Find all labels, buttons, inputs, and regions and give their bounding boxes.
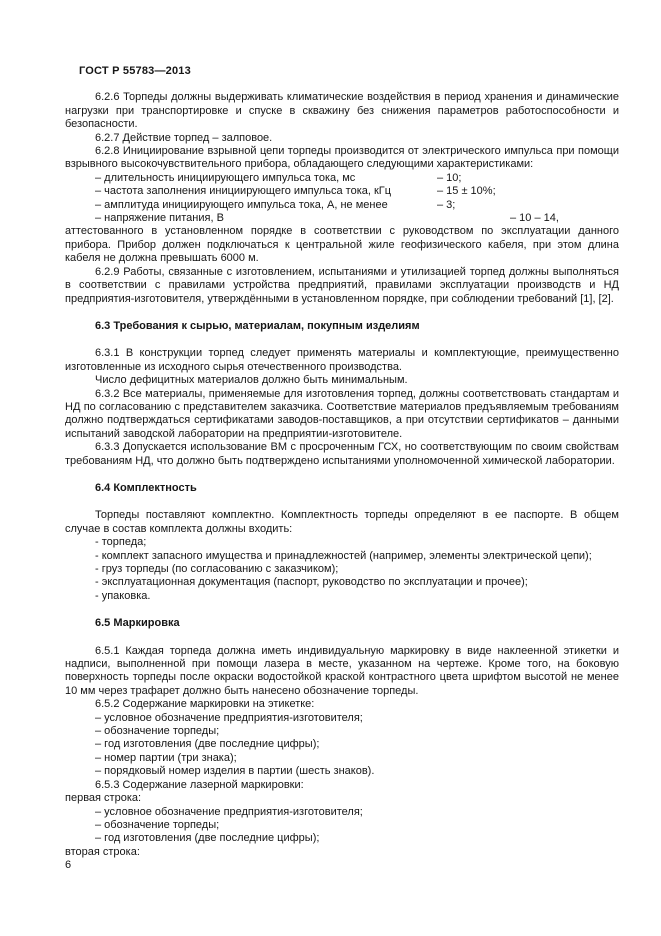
spec-value: – 3;	[437, 198, 456, 211]
spec-label: – амплитуда инициирующего импульса тока, А, не менее	[95, 198, 388, 211]
list-item: - груз торпеды (по согласованию с заказчиком);	[95, 563, 339, 575]
section-heading-6-4: 6.4 Комплектность	[95, 481, 197, 494]
paragraph-6-2-9: 6.2.9 Работы, связанные с изготовлением, испытаниями и утилизацией торпед должны выполняться в соответствии с правилами устройства предприятий, правилами эксплуатации производств и НД предприятия-изготовителя, утверждёнными в установленном порядке, при соблюдении требований [1], [2].	[65, 265, 619, 305]
list-item: – условное обозначение предприятия-изготовителя;	[95, 805, 363, 818]
paragraph-6-3-3: 6.3.3 Допускается использование ВМ с просроченным ГСХ, но соответствующим по своим свойствам требованиям НД, что должно быть подтверждено испытаниями уполномоченной химической лаборатории.	[65, 441, 619, 467]
spec-label: – напряжение питания, В	[95, 212, 224, 225]
list-item: – обозначение торпеды;	[95, 818, 220, 831]
paragraph-6-4-intro: Торпеды поставляют комплектно. Комплектность торпеды определяют в ее паспорте. В общем случае в состав комплекта должны входить:	[65, 509, 619, 535]
list-item: - комплект запасного имущества и принадлежностей (например, элементы электрической цепи);	[95, 549, 592, 562]
list-item: - эксплуатационная документация (паспорт, руководство по эксплуатации и прочее);	[95, 576, 528, 589]
running-title: ГОСТ Р 55783—2013	[79, 65, 191, 77]
paragraph-6-3-2: 6.3.2 Все материалы, применяемые для изготовления торпед, должны соответствовать стандартам и НД по согласованию с представителем заказчика. Соответствие материалов предъявляемым требованиям должно подтверждаться сертификатами заводов-поставщиков, а при отсутствии сертификатов – данными испытаний заводской лаборатории на предприятии-изготовителе.	[65, 387, 619, 440]
spec-row	[65, 185, 619, 198]
paragraph-6-5-3-intro: 6.5.3 Содержание лазерной маркировки:	[95, 778, 304, 791]
list-item: – год изготовления (две последние цифры);	[95, 832, 320, 845]
paragraph-6-5-2-intro: 6.5.2 Содержание маркировки на этикетке:	[95, 698, 315, 711]
list-item: – обозначение торпеды;	[95, 725, 220, 738]
paragraph-6-2-7: 6.2.7 Действие торпед – залповое.	[95, 131, 273, 144]
spec-value: – 10 – 14,	[510, 212, 559, 225]
section-heading-6-5: 6.5 Маркировка	[95, 617, 180, 630]
laser-marking-line2-label: вторая строка:	[65, 845, 140, 858]
laser-marking-line1-label: первая строка:	[65, 792, 142, 805]
paragraph-6-3-1-note: Число дефицитных материалов должно быть минимальным.	[95, 374, 408, 387]
spec-value: – 15 ± 10%;	[437, 185, 496, 198]
section-heading-6-3: 6.3 Требования к сырью, материалам, покупным изделиям	[95, 319, 420, 332]
paragraph-6-2-6: 6.2.6 Торпеды должны выдерживать климатические воздействия в период хранения и динамические нагрузки при транспортировке и спуске в скважину без снижения параметров работоспособности и безопасности.	[65, 91, 619, 131]
list-item: – номер партии (три знака);	[95, 751, 237, 764]
paragraph-6-2-8-intro: 6.2.8 Инициирование взрывной цепи торпеды производится от электрического импульса при помощи взрывного высокочувствительного прибора, обладающего следующими характеристиками:	[65, 145, 619, 171]
list-item: – порядковый номер изделия в партии (шесть знаков).	[95, 765, 375, 778]
list-item: – условное обозначение предприятия-изготовителя;	[95, 711, 363, 724]
spec-row	[65, 199, 619, 212]
page-content	[65, 65, 619, 873]
spec-label: – длительность инициирующего импульса тока, мс	[95, 171, 356, 184]
list-item: – год изготовления (две последние цифры);	[95, 738, 320, 751]
page-number: 6	[65, 859, 72, 872]
paragraph-6-5-1: 6.5.1 Каждая торпеда должна иметь индивидуальную маркировку в виде наклеенной этикетки и надписи, выполненной при помощи лазера в месте, указанном на чертеже. Кроме того, на боковую поверхность торпеды после окраски водостойкой краской контрастного цвета шрифтом высотой не менее 10 мм через трафарет должно быть нанесено обозначение торпеды.	[65, 644, 619, 697]
spec-value: – 10;	[437, 171, 462, 184]
list-item: - упаковка.	[95, 589, 151, 602]
list-item: - торпеда;	[95, 536, 147, 549]
spec-row	[65, 212, 619, 225]
spec-label: – частота заполнения инициирующего импульса тока, кГц	[95, 185, 392, 198]
paragraph-6-3-1: 6.3.1 В конструкции торпед следует применять материалы и комплектующие, преимущественно изготовленные из исходного сырья отечественного производства.	[65, 347, 619, 373]
paragraph-6-2-8-continuation: аттестованного в установленном порядке в соответствии с руководством по эксплуатации данного прибора. Прибор должен подключаться к центральной жиле геофизического кабеля, при этом длина кабеля не должна превышать 6000 м.	[65, 225, 619, 265]
spec-row	[65, 172, 619, 185]
